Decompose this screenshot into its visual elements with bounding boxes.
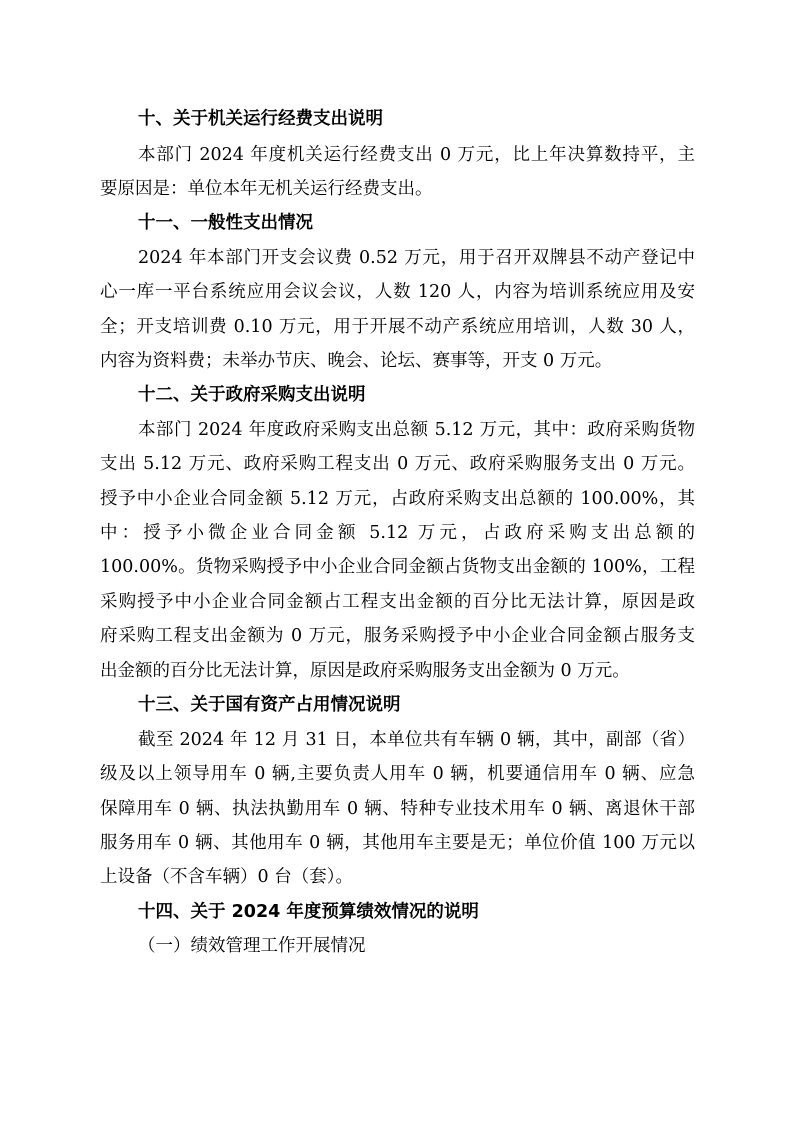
section-heading: 十、关于机关运行经费支出说明	[138, 109, 383, 129]
section-heading: 十三、关于国有资产占用情况说明	[138, 695, 401, 715]
paragraph-line: 授予中小企业合同金额 5.12 万元，占政府采购支出总额的 100.00%，其	[100, 489, 695, 509]
paragraph-line: 府采购工程支出金额为 0 万元，服务采购授予中小企业合同金额占服务支	[100, 626, 695, 646]
paragraph-line: 截至 2024 年 12 月 31 日，本单位共有车辆 0 辆，其中，副部（省）	[138, 730, 695, 750]
paragraph-line: 全；开支培训费 0.10 万元，用于开展不动产系统应用培训，人数 30 人，	[100, 317, 695, 337]
section-heading: 十二、关于政府采购支出说明	[138, 385, 366, 405]
paragraph-line: 本部门 2024 年度机关运行经费支出 0 万元，比上年决算数持平，主	[138, 145, 695, 165]
paragraph-line: 采购授予中小企业合同金额占工程支出金额的百分比无法计算，原因是政	[100, 592, 695, 612]
paragraph-line: 2024 年本部门开支会议费 0.52 万元，用于召开双牌县不动产登记中	[138, 248, 695, 268]
paragraph-line: 本部门 2024 年度政府采购支出总额 5.12 万元，其中：政府采购货物	[138, 420, 695, 440]
paragraph-line: 心一库一平台系统应用会议会议，人数 120 人，内容为培训系统应用及安	[100, 282, 695, 302]
paragraph-line: 保障用车 0 辆、执法执勤用车 0 辆、特种专业技术用车 0 辆、离退休干部	[100, 799, 695, 819]
section-subheading: （一）绩效管理工作开展情况	[138, 936, 366, 956]
paragraph-line: 服务用车 0 辆、其他用车 0 辆，其他用车主要是无；单位价值 100 万元以	[100, 833, 695, 853]
section-heading: 十一、一般性支出情况	[138, 213, 313, 233]
paragraph-line: 中：授予小微企业合同金额 5.12 万元，占政府采购支出总额的	[100, 523, 695, 543]
paragraph-line: 要原因是：单位本年无机关运行经费支出。	[100, 179, 433, 199]
paragraph-line: 上设备（不含车辆）0 台（套）。	[100, 867, 353, 887]
paragraph-line: 内容为资料费；未举办节庆、晚会、论坛、赛事等，开支 0 万元。	[100, 351, 613, 371]
paragraph-line: 级及以上领导用车 0 辆,主要负责人用车 0 辆，机要通信用车 0 辆、应急	[100, 764, 695, 784]
paragraph-line: 100.00%。货物采购授予中小企业合同金额占货物支出金额的 100%，工程	[100, 557, 695, 577]
section-heading: 十四、关于 2024 年度预算绩效情况的说明	[138, 902, 479, 922]
paragraph-line: 支出 5.12 万元、政府采购工程支出 0 万元、政府采购服务支出 0 万元。	[100, 454, 695, 474]
paragraph-line: 出金额的百分比无法计算，原因是政府采购服务支出金额为 0 万元。	[100, 661, 630, 681]
